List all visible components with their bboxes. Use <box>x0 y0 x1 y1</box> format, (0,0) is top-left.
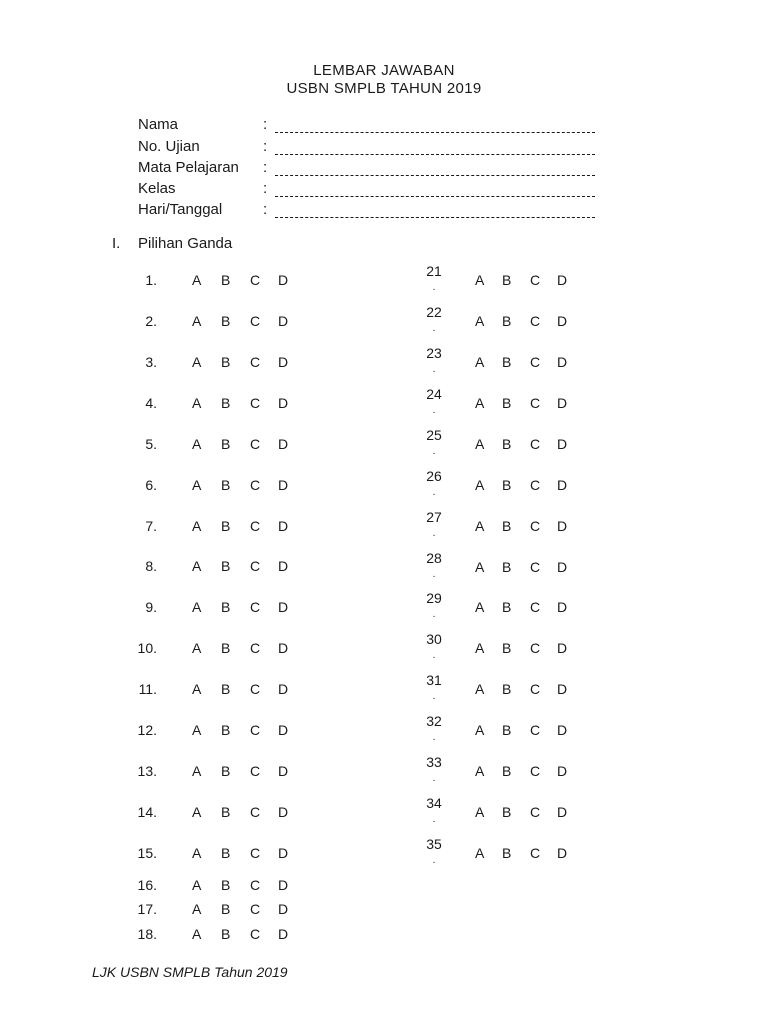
field-colon: : <box>263 116 268 133</box>
question-number: 10. <box>137 640 157 656</box>
answer-option[interactable]: D <box>557 804 568 821</box>
question-number-dot: . <box>432 322 436 334</box>
answer-option[interactable]: A <box>475 845 485 862</box>
question-number: 16. <box>137 877 157 893</box>
answer-option[interactable]: D <box>278 722 289 738</box>
answer-option[interactable]: D <box>278 436 289 452</box>
answer-option[interactable]: B <box>502 804 512 821</box>
answer-option[interactable]: C <box>250 558 261 574</box>
answer-option[interactable]: A <box>475 435 485 452</box>
answer-option[interactable]: C <box>250 477 261 493</box>
field-label: No. Ujian <box>138 138 200 155</box>
answer-option[interactable]: A <box>475 353 485 370</box>
answer-option[interactable]: D <box>557 722 568 739</box>
answer-option[interactable]: B <box>221 477 231 493</box>
answer-option[interactable]: D <box>278 313 289 329</box>
question-number-dot: . <box>432 404 436 416</box>
answer-option[interactable]: D <box>557 681 568 698</box>
answer-option[interactable]: A <box>192 877 202 893</box>
question-number: 17. <box>137 901 157 917</box>
question-number: 29 <box>426 590 442 607</box>
answer-option[interactable]: A <box>192 722 202 738</box>
answer-option[interactable]: A <box>475 476 485 493</box>
answer-option[interactable]: A <box>475 681 485 698</box>
answer-option[interactable]: D <box>557 845 568 862</box>
answer-option[interactable]: B <box>221 722 231 738</box>
question-number-dot: . <box>432 445 436 457</box>
answer-option[interactable]: D <box>278 640 289 656</box>
footer-note: LJK USBN SMPLB Tahun 2019 <box>92 964 288 980</box>
answer-option[interactable]: D <box>557 517 568 534</box>
answer-option[interactable]: A <box>475 312 485 329</box>
answer-option[interactable]: A <box>475 599 485 616</box>
answer-option[interactable]: A <box>475 394 485 411</box>
answer-option[interactable]: C <box>530 804 541 821</box>
answer-option[interactable]: B <box>502 476 512 493</box>
answer-option[interactable]: B <box>221 395 231 411</box>
sheet-title: LEMBAR JAWABAN <box>313 62 455 79</box>
answer-option[interactable]: B <box>502 517 512 534</box>
section-number: I. <box>112 235 121 252</box>
answer-option[interactable]: B <box>221 354 231 370</box>
question-number: 12. <box>137 722 157 738</box>
question-number: 21 <box>426 263 442 279</box>
answer-option[interactable]: A <box>192 804 202 820</box>
answer-option[interactable]: A <box>475 558 485 575</box>
answer-option[interactable]: A <box>192 518 202 534</box>
answer-option[interactable]: B <box>221 272 231 288</box>
question-number: 22 <box>426 303 442 320</box>
question-number: 23 <box>426 344 442 361</box>
question-number: 18. <box>137 926 157 942</box>
question-number: 6. <box>145 477 157 493</box>
answer-option[interactable]: C <box>250 272 261 288</box>
answer-option[interactable]: C <box>250 354 261 370</box>
answer-option[interactable]: A <box>475 517 485 534</box>
answer-option[interactable]: D <box>557 272 568 288</box>
question-number: 28 <box>426 549 442 566</box>
field-blank-line[interactable] <box>275 217 595 218</box>
answer-option[interactable]: D <box>557 394 568 411</box>
answer-option[interactable]: D <box>557 599 568 616</box>
question-number: 34 <box>426 795 442 812</box>
answer-option[interactable]: D <box>278 272 289 288</box>
answer-option[interactable]: C <box>250 681 261 697</box>
answer-option[interactable]: C <box>530 599 541 616</box>
question-number-dot: . <box>432 773 436 785</box>
answer-option[interactable]: B <box>221 436 231 452</box>
answer-option[interactable]: C <box>250 599 261 615</box>
question-number: 8. <box>145 558 157 574</box>
answer-option[interactable]: B <box>221 313 231 329</box>
question-number: 7. <box>145 518 157 534</box>
question-number-dot: . <box>432 609 436 621</box>
question-number: 27 <box>426 508 442 525</box>
question-number: 9. <box>145 599 157 615</box>
field-blank-line[interactable] <box>275 175 595 176</box>
answer-option[interactable]: B <box>502 394 512 411</box>
answer-option[interactable]: C <box>530 435 541 452</box>
answer-option[interactable]: D <box>278 681 289 697</box>
question-number-dot: . <box>432 363 436 375</box>
answer-option[interactable]: A <box>192 763 202 779</box>
answer-option[interactable]: D <box>278 518 289 534</box>
field-colon: : <box>263 180 268 197</box>
answer-option[interactable]: C <box>250 518 261 534</box>
answer-option[interactable]: C <box>530 394 541 411</box>
field-label: Kelas <box>138 180 176 197</box>
answer-option[interactable]: A <box>192 436 202 452</box>
answer-option[interactable]: B <box>221 640 231 656</box>
answer-option[interactable]: D <box>278 599 289 615</box>
answer-option[interactable]: A <box>475 804 485 821</box>
answer-option[interactable]: A <box>192 477 202 493</box>
answer-option[interactable]: D <box>557 640 568 657</box>
field-blank-line[interactable] <box>275 132 595 133</box>
field-colon: : <box>263 201 268 218</box>
answer-option[interactable]: A <box>475 272 485 288</box>
question-number-dot: . <box>432 568 436 580</box>
question-number: 4. <box>145 395 157 411</box>
answer-option[interactable]: B <box>502 681 512 698</box>
answer-option[interactable]: B <box>221 901 231 917</box>
answer-option[interactable]: C <box>250 926 261 942</box>
question-number-dot: . <box>432 814 436 826</box>
answer-option[interactable]: B <box>502 312 512 329</box>
answer-option[interactable]: D <box>278 395 289 411</box>
answer-option[interactable]: C <box>250 640 261 656</box>
section-title: Pilihan Ganda <box>138 235 233 252</box>
question-number: 15. <box>137 845 157 861</box>
question-number-dot: . <box>432 855 436 867</box>
question-number: 5. <box>145 436 157 452</box>
answer-option[interactable]: B <box>221 518 231 534</box>
answer-option[interactable]: A <box>475 722 485 739</box>
field-colon: : <box>263 159 268 176</box>
answer-option[interactable]: D <box>278 845 289 861</box>
answer-option[interactable]: C <box>530 476 541 493</box>
answer-option[interactable]: D <box>278 877 289 893</box>
answer-option[interactable]: B <box>221 926 231 942</box>
answer-option[interactable]: C <box>530 272 541 288</box>
answer-option[interactable]: A <box>192 926 202 942</box>
answer-option[interactable]: C <box>530 558 541 575</box>
answer-option[interactable]: B <box>221 599 231 615</box>
question-number: 11. <box>138 681 157 697</box>
answer-option[interactable]: D <box>278 926 289 942</box>
answer-option[interactable]: B <box>502 435 512 452</box>
question-number: 26 <box>426 467 442 484</box>
answer-option[interactable]: C <box>250 313 261 329</box>
answer-option[interactable]: B <box>221 558 231 574</box>
answer-option[interactable]: D <box>278 477 289 493</box>
answer-option[interactable]: D <box>278 558 289 574</box>
field-label: Nama <box>138 116 179 133</box>
question-number: 1. <box>145 272 157 288</box>
question-number-dot: . <box>432 486 436 498</box>
answer-option[interactable]: A <box>192 395 202 411</box>
question-number: 24 <box>426 385 442 402</box>
answer-option[interactable]: B <box>221 804 231 820</box>
answer-option[interactable]: D <box>557 312 568 329</box>
answer-option[interactable]: B <box>221 877 231 893</box>
answer-option[interactable]: D <box>557 353 568 370</box>
question-number: 30 <box>426 631 442 648</box>
answer-option[interactable]: B <box>502 640 512 657</box>
answer-option[interactable]: B <box>221 845 231 861</box>
answer-option[interactable]: C <box>530 845 541 862</box>
sheet-subtitle: USBN SMPLB TAHUN 2019 <box>286 80 482 97</box>
answer-option[interactable]: B <box>502 763 512 780</box>
question-number: 35 <box>426 836 442 853</box>
answer-option[interactable]: C <box>530 681 541 698</box>
answer-option[interactable]: C <box>530 722 541 739</box>
answer-option[interactable]: C <box>530 763 541 780</box>
question-number-dot: . <box>432 282 436 293</box>
question-number: 2. <box>145 313 157 329</box>
field-label: Hari/Tanggal <box>138 201 223 218</box>
answer-option[interactable]: C <box>250 877 261 893</box>
question-number: 33 <box>426 754 442 771</box>
answer-option[interactable]: A <box>192 640 202 656</box>
answer-option[interactable]: D <box>557 763 568 780</box>
answer-option[interactable]: C <box>250 845 261 861</box>
answer-option[interactable]: C <box>530 312 541 329</box>
question-number: 32 <box>426 713 442 730</box>
question-number: 13. <box>137 763 157 779</box>
answer-option[interactable]: A <box>192 313 202 329</box>
answer-option[interactable]: B <box>502 353 512 370</box>
answer-option[interactable]: D <box>557 558 568 575</box>
answer-option[interactable]: C <box>250 804 261 820</box>
question-number-dot: . <box>432 732 436 744</box>
answer-option[interactable]: A <box>192 354 202 370</box>
question-number: 31 <box>426 672 442 689</box>
answer-option[interactable]: D <box>278 804 289 820</box>
answer-option[interactable]: B <box>221 763 231 779</box>
answer-option[interactable]: C <box>250 901 261 917</box>
field-blank-line[interactable] <box>275 196 595 197</box>
answer-option[interactable]: A <box>192 272 202 288</box>
answer-option[interactable]: C <box>250 763 261 779</box>
answer-option[interactable]: C <box>530 517 541 534</box>
answer-option[interactable]: A <box>192 901 202 917</box>
answer-option[interactable]: A <box>192 558 202 574</box>
answer-option[interactable]: A <box>475 640 485 657</box>
answer-option[interactable]: C <box>250 722 261 738</box>
question-number: 25 <box>426 426 442 443</box>
answer-option[interactable]: B <box>502 599 512 616</box>
answer-option[interactable]: D <box>557 476 568 493</box>
answer-option[interactable]: C <box>530 640 541 657</box>
answer-option[interactable]: D <box>278 901 289 917</box>
question-number: 14. <box>137 804 157 820</box>
question-number-dot: . <box>432 691 436 703</box>
field-colon: : <box>263 138 268 155</box>
question-number-dot: . <box>432 650 436 662</box>
answer-option[interactable]: B <box>502 845 512 862</box>
answer-option[interactable]: C <box>250 395 261 411</box>
answer-option[interactable]: A <box>192 845 202 861</box>
answer-option[interactable]: A <box>192 599 202 615</box>
answer-option[interactable]: D <box>278 354 289 370</box>
answer-option[interactable]: D <box>557 435 568 452</box>
answer-option[interactable]: D <box>278 763 289 779</box>
answer-option[interactable]: B <box>502 722 512 739</box>
answer-option[interactable]: C <box>250 436 261 452</box>
question-number-dot: . <box>432 527 436 539</box>
answer-option[interactable]: C <box>530 353 541 370</box>
question-number: 3. <box>145 354 157 370</box>
answer-option[interactable]: B <box>502 272 512 288</box>
field-label: Mata Pelajaran <box>138 159 239 176</box>
answer-option[interactable]: A <box>475 763 485 780</box>
answer-option[interactable]: A <box>192 681 202 697</box>
answer-option[interactable]: B <box>502 558 512 575</box>
answer-option[interactable]: B <box>221 681 231 697</box>
field-blank-line[interactable] <box>275 154 595 155</box>
